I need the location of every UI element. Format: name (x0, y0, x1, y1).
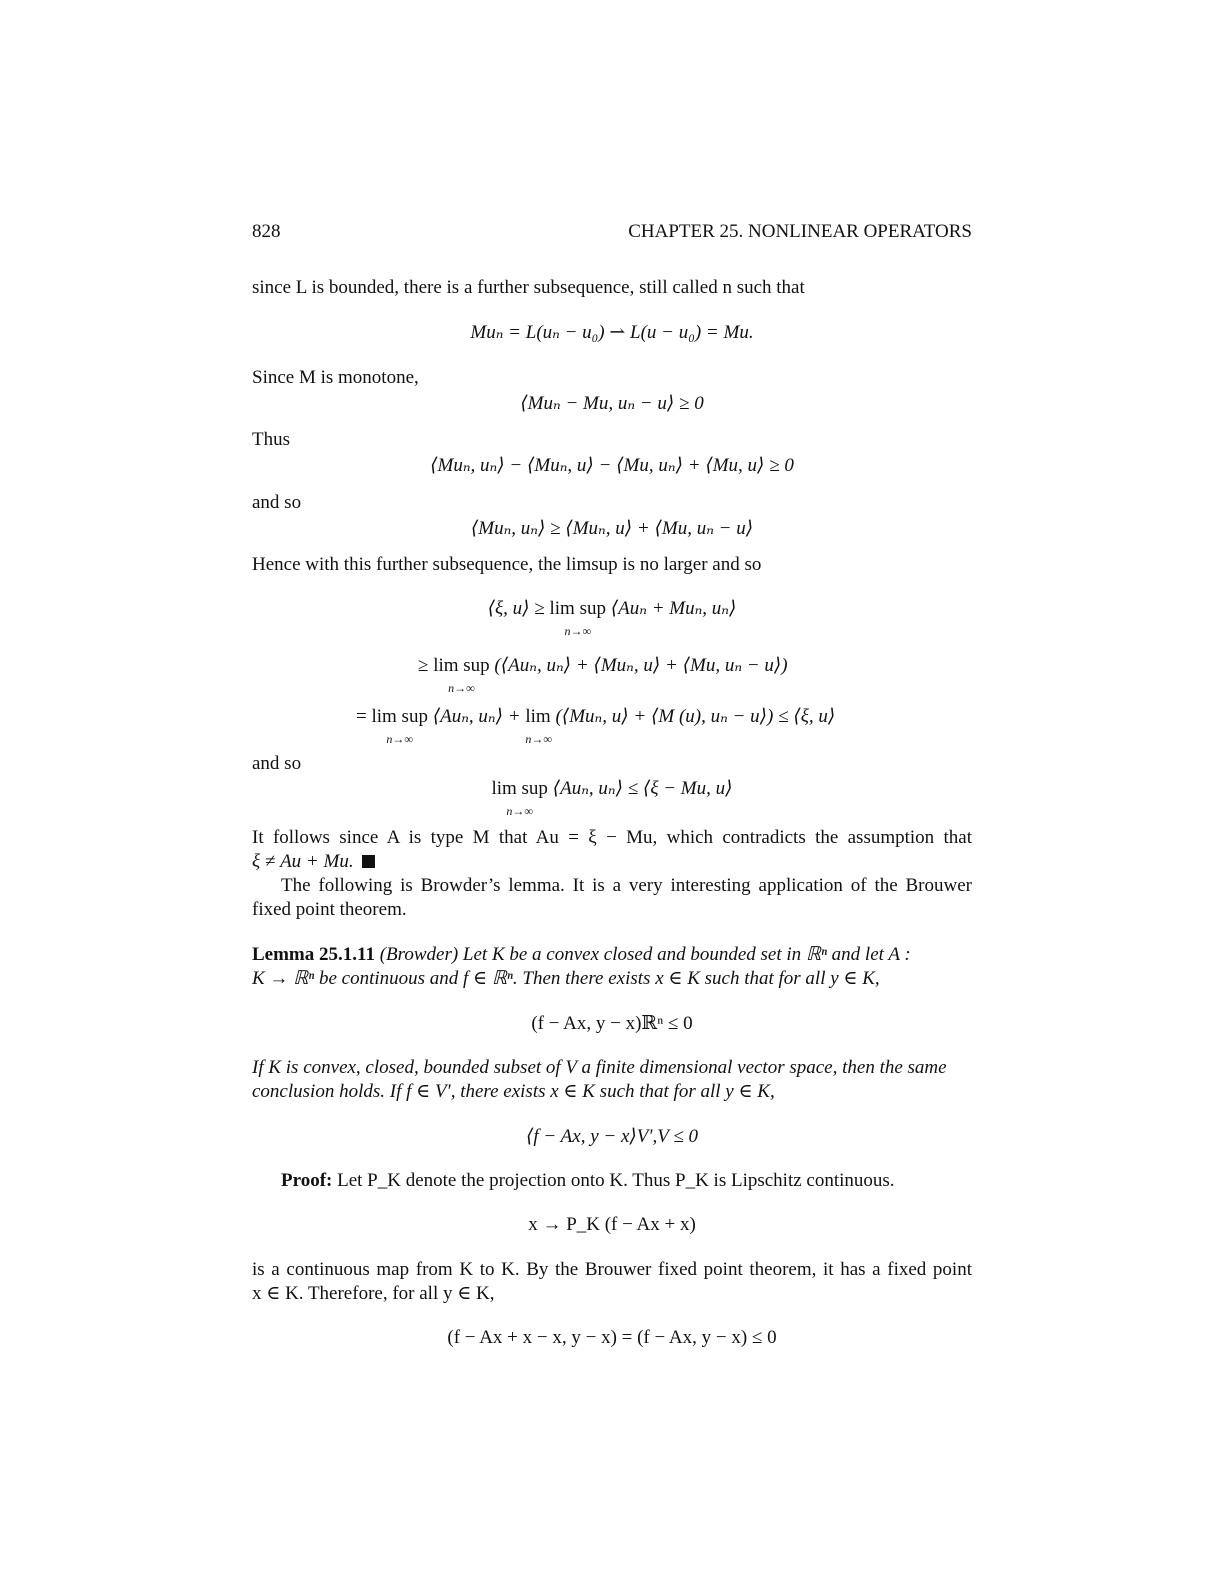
lemma-label: Lemma 25.1.11 (252, 944, 375, 965)
limsup-label: lim sup (491, 778, 548, 799)
lemma-text: If K is convex, closed, bounded subset of V a finite dimensional vector space, then the same (252, 1057, 947, 1078)
lemma-text: K → ℝⁿ be continuous and f ∈ ℝⁿ. Then there exists x ∈ K such that for all y ∈ K, (252, 968, 880, 989)
text-fragment: ξ ≠ Au + Mu. (252, 851, 354, 872)
limit-subscript: n→∞ (448, 681, 475, 695)
limsup-label: lim sup (371, 706, 428, 727)
lemma-text: (Browder) Let K be a convex closed and bounded set in ℝⁿ and let A : (379, 944, 911, 965)
paragraph: Since M is monotone, (252, 367, 419, 388)
equation: ⟨f − Ax, y − x⟩V′,V ≤ 0 (525, 1126, 698, 1147)
lemma-statement (252, 943, 972, 967)
page-number: 828 (252, 221, 281, 242)
equation (252, 597, 972, 638)
paragraph: and so (252, 753, 302, 774)
limit-subscript: n→∞ (525, 732, 552, 746)
eq-part: ≥ (418, 655, 434, 676)
limsup-operator (371, 705, 428, 746)
eq-part: ⟨Auₙ, uₙ⟩ ≤ ⟨ξ − Mu, u⟩ (547, 778, 733, 799)
equation (356, 705, 836, 746)
paragraph: It follows since A is type M that Au = ξ − Mu, which contradicts the assumption that (252, 827, 972, 848)
eq-part: = (356, 706, 372, 727)
eq-part: ⟨Auₙ + Muₙ, uₙ⟩ (605, 598, 737, 619)
equation: ⟨Muₙ, uₙ⟩ − ⟨Muₙ, u⟩ − ⟨Mu, uₙ⟩ + ⟨Mu, u⟩ ≥ 0 (430, 455, 794, 476)
equation (252, 777, 972, 818)
proof-text: Let P_K denote the projection onto K. Thus P_K is Lipschitz continuous. (337, 1170, 895, 1191)
equation: (f − Ax + x − x, y − x) = (f − Ax, y − x) ≤ 0 (447, 1327, 777, 1348)
equation (418, 654, 788, 695)
limit-subscript: n→∞ (386, 732, 413, 746)
proof-paragraph (281, 1169, 895, 1193)
equation: Muₙ = L(uₙ − u₀) ⇀ L(u − u₀) = Mu. (470, 322, 754, 343)
limsup-operator (433, 654, 490, 695)
eq-part: (⟨Muₙ, u⟩ + ⟨M (u), uₙ − u⟩) ≤ ⟨ξ, u⟩ (550, 706, 836, 727)
equation: (f − Ax, y − x)ℝⁿ ≤ 0 (531, 1013, 693, 1034)
paragraph: fixed point theorem. (252, 899, 407, 920)
paragraph: Thus (252, 429, 290, 450)
paragraph: is a continuous map from K to K. By the Brouwer fixed point theorem, it has a fixed point (252, 1259, 972, 1280)
paragraph (252, 850, 972, 874)
proof-label: Proof: (281, 1170, 333, 1191)
limsup-label: lim sup (433, 655, 490, 676)
paragraph: x ∈ K. Therefore, for all y ∈ K, (252, 1283, 495, 1304)
paragraph: since L is bounded, there is a further subsequence, still called n such that (252, 277, 805, 298)
lim-operator (525, 705, 552, 746)
equation: x → P_K (f − Ax + x) (528, 1214, 696, 1235)
equation: ⟨Muₙ, uₙ⟩ ≥ ⟨Muₙ, u⟩ + ⟨Mu, uₙ − u⟩ (470, 518, 754, 539)
chapter-title: CHAPTER 25. NONLINEAR OPERATORS (628, 221, 972, 242)
paragraph: Hence with this further subsequence, the limsup is no larger and so (252, 554, 762, 575)
limsup-operator (491, 777, 548, 818)
limit-subscript: n→∞ (506, 804, 533, 818)
paragraph: and so (252, 492, 302, 513)
paragraph: The following is Browder’s lemma. It is a very interesting application of the Brouwer (281, 875, 972, 896)
lim-label: lim (525, 706, 551, 727)
equation: ⟨Muₙ − Mu, uₙ − u⟩ ≥ 0 (520, 393, 704, 414)
eq-part: (⟨Auₙ, uₙ⟩ + ⟨Muₙ, u⟩ + ⟨Mu, uₙ − u⟩) (489, 655, 788, 676)
limit-subscript: n→∞ (564, 624, 591, 638)
limsup-operator (549, 597, 606, 638)
eq-part: ⟨Auₙ, uₙ⟩ + (427, 706, 526, 727)
qed-square-icon (362, 855, 375, 868)
eq-part: ⟨ξ, u⟩ ≥ (487, 598, 550, 619)
limsup-label: lim sup (549, 598, 606, 619)
lemma-text: conclusion holds. If f ∈ V′, there exists x ∈ K such that for all y ∈ K, (252, 1081, 775, 1102)
